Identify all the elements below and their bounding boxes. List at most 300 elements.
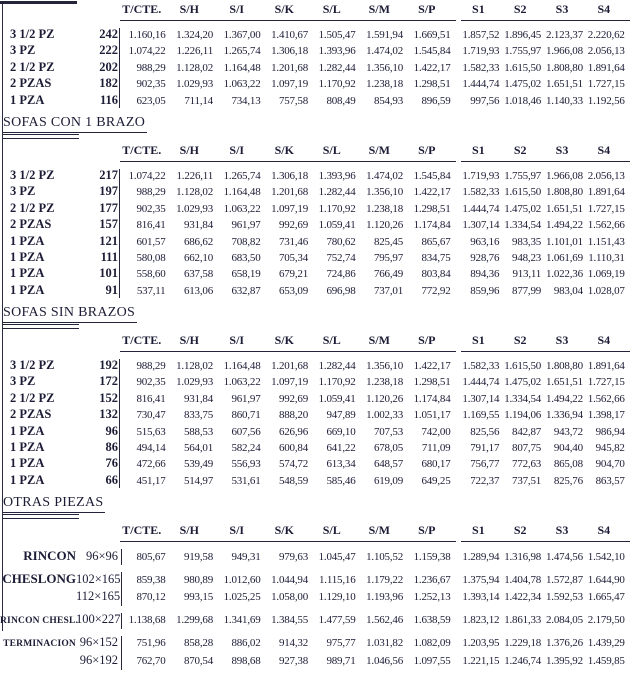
table-row bbox=[0, 43, 631, 59]
price-cell-s4: 1.562,66 bbox=[587, 219, 625, 232]
price-cell-s3: 1.140,33 bbox=[545, 94, 583, 107]
price-cell-tcte: 494,14 bbox=[136, 442, 166, 455]
price-cell-s3: 1.651,51 bbox=[545, 78, 583, 91]
price-cell-sl: 1.045,47 bbox=[318, 551, 356, 564]
price-cell-s3: 1.022,36 bbox=[545, 268, 583, 281]
section-title-wrap bbox=[3, 303, 631, 329]
price-cell-sl: 1.059,41 bbox=[318, 219, 356, 232]
price-cell-s2: 1.615,50 bbox=[504, 61, 542, 74]
price-cell-sk: 1.201,68 bbox=[271, 61, 308, 74]
price-cell-sk: 1.097,19 bbox=[271, 202, 308, 215]
section-title: SOFAS CON 1 BRAZO bbox=[3, 115, 147, 133]
price-cell-sp: 680,17 bbox=[421, 458, 451, 471]
price-cell-sk: 653,09 bbox=[278, 284, 308, 297]
price-cell-s4: 2.056,13 bbox=[587, 169, 625, 182]
col-header-s2: S2 bbox=[513, 333, 527, 348]
row-qty: 91 bbox=[105, 282, 118, 297]
table-row bbox=[0, 201, 631, 217]
row-qty: 76 bbox=[105, 456, 118, 471]
section-title-double-rule bbox=[3, 134, 79, 139]
table-row bbox=[0, 473, 631, 489]
row-size: 100×227 bbox=[76, 612, 121, 627]
row-group bbox=[0, 358, 631, 489]
table-row bbox=[0, 456, 631, 472]
price-cell-sh: 711,14 bbox=[184, 94, 213, 107]
table-row bbox=[0, 184, 631, 200]
price-cell-s4: 904,70 bbox=[595, 458, 625, 471]
col-header-tcte: T/CTE. bbox=[122, 523, 162, 538]
price-cell-s2: 1.475,02 bbox=[504, 78, 542, 91]
price-cell-sh: 1.226,11 bbox=[176, 45, 213, 58]
price-cell-s2: 1.404,78 bbox=[504, 574, 542, 587]
row-qty: 157 bbox=[99, 217, 118, 232]
row-qty: 86 bbox=[105, 440, 118, 455]
table-row bbox=[0, 250, 631, 266]
price-cell-tcte: 515,63 bbox=[136, 425, 166, 438]
col-header-s1: S1 bbox=[472, 333, 485, 348]
price-cell-s2: 1.615,50 bbox=[504, 186, 542, 199]
price-cell-tcte: 537,11 bbox=[136, 284, 166, 297]
table-row bbox=[0, 27, 631, 43]
price-cell-s1: 1.203,95 bbox=[462, 637, 500, 650]
price-cell-sh: 931,84 bbox=[183, 219, 213, 232]
price-cell-sh: 1.324,20 bbox=[176, 29, 213, 41]
price-cell-sp: 1.174,84 bbox=[413, 219, 451, 232]
price-cell-s1: 1.221,15 bbox=[462, 655, 500, 668]
price-cell-sm: 1.356,10 bbox=[366, 360, 403, 373]
col-header-sp: S/P bbox=[418, 2, 436, 16]
price-cell-sk: 1.306,18 bbox=[271, 45, 308, 58]
price-cell-s4: 863,57 bbox=[595, 474, 625, 487]
price-cell-sp: 1.422,17 bbox=[413, 61, 451, 74]
price-cell-sp: 1.174,84 bbox=[413, 392, 451, 405]
price-cell-s4: 1.727,15 bbox=[587, 202, 625, 215]
col-header-sk: S/K bbox=[274, 333, 294, 348]
col-header-sp: S/P bbox=[418, 142, 436, 157]
price-cell-s4: 1.891,64 bbox=[587, 186, 625, 199]
price-cell-si: 1.164,48 bbox=[223, 186, 261, 199]
price-cell-s4: 1.398,17 bbox=[587, 409, 625, 422]
price-cell-sm: 1.120,26 bbox=[366, 392, 403, 405]
price-cell-sh: 588,53 bbox=[183, 425, 213, 438]
price-cell-sm: 707,53 bbox=[373, 425, 403, 438]
row-qty: 121 bbox=[99, 233, 118, 248]
row-label: 1 PZA bbox=[10, 456, 45, 471]
price-cell-si: 708,82 bbox=[231, 235, 261, 248]
row-size: 96×192 bbox=[79, 653, 118, 668]
price-cell-s3: 2.084,05 bbox=[545, 614, 583, 627]
price-cell-si: 1.341,69 bbox=[223, 614, 261, 627]
price-cell-s3: 1.808,80 bbox=[545, 360, 583, 373]
price-cell-tcte: 988,29 bbox=[136, 61, 166, 74]
section-sofas-top bbox=[0, 0, 631, 109]
price-cell-sl: 1.170,92 bbox=[318, 202, 356, 215]
row-label: 1 PZA bbox=[10, 472, 45, 487]
price-cell-sh: 1.029,93 bbox=[176, 202, 213, 215]
col-header-si: S/I bbox=[229, 523, 245, 538]
price-cell-tcte: 601,57 bbox=[136, 235, 166, 248]
price-cell-sm: 1.002,33 bbox=[366, 409, 403, 422]
price-cell-tcte: 988,29 bbox=[136, 186, 166, 199]
col-header-tcte: T/CTE. bbox=[122, 333, 162, 348]
col-header-s1: S1 bbox=[472, 523, 485, 538]
price-cell-tcte: 1.138,68 bbox=[128, 614, 166, 627]
price-cell-s4: 2.179,50 bbox=[587, 614, 625, 627]
col-header-s4: S4 bbox=[597, 142, 611, 157]
price-cell-s3: 1.651,51 bbox=[545, 376, 583, 389]
price-cell-tcte: 870,12 bbox=[136, 591, 166, 604]
section-title-wrap bbox=[3, 113, 631, 139]
row-qty: 66 bbox=[105, 472, 118, 487]
price-cell-tcte: 451,17 bbox=[136, 474, 166, 487]
price-cell-si: 961,97 bbox=[231, 219, 261, 232]
price-cell-tcte: 558,60 bbox=[136, 268, 166, 281]
row-qty: 192 bbox=[99, 358, 118, 373]
price-cell-s2: 1.755,97 bbox=[504, 45, 542, 58]
section-otras-piezas bbox=[0, 493, 631, 671]
price-cell-s1: 928,76 bbox=[470, 251, 500, 264]
row-qty: 132 bbox=[99, 407, 118, 422]
price-cell-s1: 1.307,14 bbox=[462, 219, 500, 232]
price-cell-s3: 825,76 bbox=[553, 474, 583, 487]
price-cell-s2: 1.229,18 bbox=[504, 637, 542, 650]
col-header-tcte: T/CTE. bbox=[122, 2, 162, 16]
price-cell-si: 632,87 bbox=[231, 284, 261, 297]
price-cell-s3: 1.474,56 bbox=[545, 551, 583, 564]
price-cell-sl: 613,34 bbox=[326, 458, 356, 471]
table-row bbox=[0, 234, 631, 250]
col-header-sl: S/L bbox=[322, 2, 341, 16]
price-cell-s1: 963,16 bbox=[470, 235, 500, 248]
price-cell-sm: 1.474,02 bbox=[366, 45, 403, 58]
price-cell-s1: 997,56 bbox=[470, 94, 500, 107]
price-cell-sk: 914,32 bbox=[278, 637, 308, 650]
table-row bbox=[0, 76, 631, 92]
row-label: CHESLONG bbox=[2, 571, 76, 587]
price-cell-sm: 1.238,18 bbox=[366, 78, 403, 91]
price-cell-s1: 756,77 bbox=[470, 458, 500, 471]
section-title: SOFAS SIN BRAZOS bbox=[3, 305, 137, 323]
price-cell-sh: 1.128,02 bbox=[176, 360, 213, 373]
price-cell-sh: 514,97 bbox=[183, 474, 213, 487]
price-cell-tcte: 1.160,16 bbox=[128, 29, 166, 41]
price-cell-s3: 1.966,08 bbox=[545, 45, 583, 58]
price-cell-sh: 539,49 bbox=[183, 458, 213, 471]
col-header-s3: S3 bbox=[555, 523, 569, 538]
price-cell-s3: 1.101,01 bbox=[545, 235, 583, 248]
price-cell-sh: 613,06 bbox=[183, 284, 213, 297]
col-header-s2: S2 bbox=[513, 142, 527, 157]
price-cell-s2: 772,63 bbox=[512, 458, 542, 471]
section-title-wrap bbox=[3, 493, 631, 519]
price-cell-s1: 1.582,33 bbox=[462, 61, 500, 74]
price-cell-s2: 1.861,33 bbox=[504, 614, 542, 627]
price-cell-si: 1.367,00 bbox=[223, 29, 261, 41]
price-cell-sm: 825,45 bbox=[373, 235, 403, 248]
price-cell-tcte: 902,35 bbox=[136, 202, 166, 215]
price-cell-s4: 986,94 bbox=[595, 425, 625, 438]
price-cell-si: 658,19 bbox=[231, 268, 261, 281]
row-qty: 222 bbox=[99, 43, 118, 58]
price-cell-sp: 1.545,84 bbox=[413, 45, 451, 58]
col-header-sl: S/L bbox=[322, 333, 341, 348]
price-cell-sm: 854,93 bbox=[373, 94, 403, 107]
price-cell-sl: 1.282,44 bbox=[318, 61, 356, 74]
price-cell-sp: 1.638,59 bbox=[413, 614, 451, 627]
col-header-sm: S/M bbox=[368, 142, 390, 157]
row-label: 1 PZA bbox=[10, 423, 45, 438]
price-cell-s4: 1.459,85 bbox=[587, 655, 625, 668]
col-header-s3: S3 bbox=[555, 2, 569, 16]
row-label: 3 PZ bbox=[10, 43, 36, 58]
row-qty: 182 bbox=[99, 76, 118, 91]
header-rule-left bbox=[120, 541, 456, 542]
price-cell-sm: 1.562,46 bbox=[366, 614, 403, 627]
price-cell-sm: 1.474,02 bbox=[366, 169, 403, 182]
price-cell-s3: 1.494,22 bbox=[545, 219, 583, 232]
header-rule-right bbox=[461, 161, 630, 162]
header-rule-right bbox=[461, 20, 630, 21]
price-cell-sm: 1.238,18 bbox=[366, 376, 403, 389]
row-qty: 197 bbox=[99, 184, 118, 199]
price-cell-s2: 1.334,54 bbox=[504, 219, 542, 232]
price-cell-tcte: 1.074,22 bbox=[128, 45, 166, 58]
row-size: 96×96 bbox=[85, 549, 118, 564]
price-cell-s4: 1.151,43 bbox=[587, 235, 625, 248]
price-cell-s3: 904,40 bbox=[553, 442, 583, 455]
price-cell-s2: 1.018,46 bbox=[504, 94, 542, 107]
row-label: 3 PZ bbox=[10, 184, 36, 199]
price-cell-sl: 975,77 bbox=[326, 637, 356, 650]
price-cell-sk: 1.097,19 bbox=[271, 376, 308, 389]
price-cell-sp: 649,25 bbox=[421, 474, 451, 487]
price-cell-si: 582,24 bbox=[231, 442, 261, 455]
price-cell-s3: 1.572,87 bbox=[545, 574, 583, 587]
header-rule-right bbox=[461, 351, 630, 352]
col-header-sk: S/K bbox=[274, 142, 294, 157]
price-cell-s4: 1.542,10 bbox=[587, 551, 625, 564]
price-cell-s2: 1.615,50 bbox=[504, 360, 542, 373]
price-cell-sm: 648,57 bbox=[373, 458, 403, 471]
col-header-s2: S2 bbox=[513, 2, 527, 16]
price-cell-si: 1.063,22 bbox=[223, 376, 261, 389]
col-header-tcte: T/CTE. bbox=[122, 142, 162, 157]
price-cell-sh: 1.128,02 bbox=[176, 61, 213, 74]
price-cell-s4: 1.727,15 bbox=[587, 376, 625, 389]
col-header-sp: S/P bbox=[418, 523, 436, 538]
price-cell-sp: 1.422,17 bbox=[413, 186, 451, 199]
col-header-s1: S1 bbox=[472, 142, 485, 157]
price-cell-s4: 1.891,64 bbox=[587, 61, 625, 74]
price-cell-sl: 1.393,96 bbox=[318, 169, 356, 182]
price-cell-s3: 1.651,51 bbox=[545, 202, 583, 215]
price-cell-si: 734,13 bbox=[231, 94, 261, 107]
col-header-si: S/I bbox=[229, 142, 245, 157]
row-qty: 96 bbox=[105, 423, 118, 438]
price-cell-s4: 945,82 bbox=[595, 442, 625, 455]
table-row bbox=[0, 653, 631, 671]
price-cell-sp: 1.545,84 bbox=[413, 169, 451, 182]
table-row bbox=[0, 391, 631, 407]
price-cell-sh: 1.299,68 bbox=[176, 614, 213, 627]
row-label: 3 1/2 PZ bbox=[10, 167, 55, 182]
price-cell-sk: 1.201,68 bbox=[271, 186, 308, 199]
price-cell-si: 898,68 bbox=[231, 655, 261, 668]
price-cell-sp: 865,67 bbox=[421, 235, 451, 248]
price-cell-si: 1.164,48 bbox=[223, 61, 261, 74]
row-label: TERMINACION bbox=[3, 639, 76, 650]
price-cell-s1: 1.444,74 bbox=[462, 376, 500, 389]
price-cell-tcte: 472,66 bbox=[136, 458, 166, 471]
price-cell-sp: 1.097,55 bbox=[413, 655, 451, 668]
price-cell-s3: 1.336,94 bbox=[545, 409, 583, 422]
price-cell-s1: 1.582,33 bbox=[462, 360, 500, 373]
row-label: 2 PZAS bbox=[10, 407, 52, 422]
price-cell-tcte: 762,70 bbox=[136, 655, 166, 668]
price-cell-si: 531,61 bbox=[231, 474, 261, 487]
row-label: 2 1/2 PZ bbox=[10, 59, 55, 74]
price-cell-sk: 979,63 bbox=[278, 551, 308, 564]
price-cell-s2: 983,35 bbox=[512, 235, 542, 248]
price-cell-si: 1.265,74 bbox=[223, 45, 261, 58]
price-cell-sl: 1.170,92 bbox=[318, 78, 356, 91]
price-cell-s4: 1.192,56 bbox=[587, 94, 625, 107]
price-cell-s3: 1.808,80 bbox=[545, 186, 583, 199]
price-cell-sl: 1.393,96 bbox=[318, 45, 356, 58]
price-cell-s3: 1.808,80 bbox=[545, 61, 583, 74]
price-cell-tcte: 859,38 bbox=[136, 574, 166, 587]
price-cell-s2: 842,87 bbox=[512, 425, 542, 438]
header-rule-right bbox=[461, 541, 630, 542]
price-cell-s2: 948,23 bbox=[512, 251, 542, 264]
table-row bbox=[0, 60, 631, 76]
row-group bbox=[0, 548, 631, 566]
row-qty: 172 bbox=[99, 374, 118, 389]
price-cell-tcte: 816,41 bbox=[136, 219, 166, 232]
price-cell-s1: 1.823,12 bbox=[462, 614, 500, 627]
price-cell-sp: 1.669,51 bbox=[413, 29, 451, 41]
price-cell-sp: 1.082,09 bbox=[413, 637, 451, 650]
row-group bbox=[0, 635, 631, 671]
price-cell-sk: 731,46 bbox=[278, 235, 308, 248]
price-cell-s1: 1.444,74 bbox=[462, 78, 500, 91]
col-header-sh: S/H bbox=[179, 523, 199, 538]
price-cell-sm: 1.179,22 bbox=[366, 574, 403, 587]
price-cell-sl: 1.129,10 bbox=[318, 591, 356, 604]
price-cell-sk: 1.384,55 bbox=[271, 614, 308, 627]
price-cell-s3: 1.061,69 bbox=[545, 251, 583, 264]
header-rule-left bbox=[120, 351, 456, 352]
col-header-s4: S4 bbox=[597, 333, 611, 348]
price-cell-sk: 992,69 bbox=[278, 219, 308, 232]
table-row bbox=[0, 217, 631, 233]
row-group bbox=[0, 612, 631, 630]
section-sofas-con-1-brazo bbox=[0, 113, 631, 299]
row-label: 1 PZA bbox=[10, 440, 45, 455]
price-cell-sl: 1.505,47 bbox=[318, 29, 356, 41]
price-cell-s2: 877,99 bbox=[512, 284, 542, 297]
price-cell-s1: 1.289,94 bbox=[462, 551, 500, 564]
col-header-sm: S/M bbox=[368, 333, 390, 348]
row-label: 2 PZAS bbox=[10, 76, 52, 91]
table-row bbox=[0, 635, 631, 653]
row-group bbox=[0, 168, 631, 299]
price-cell-s1: 825,56 bbox=[470, 425, 500, 438]
price-cell-s2: 913,11 bbox=[512, 268, 542, 281]
section-sofas-sin-brazos bbox=[0, 303, 631, 489]
section-title: OTRAS PIEZAS bbox=[3, 495, 105, 513]
price-cell-tcte: 1.074,22 bbox=[128, 169, 166, 182]
price-cell-sh: 993,15 bbox=[183, 591, 213, 604]
price-cell-sh: 662,10 bbox=[183, 251, 213, 264]
price-cell-sl: 1.115,16 bbox=[319, 574, 356, 587]
price-cell-si: 556,93 bbox=[231, 458, 261, 471]
price-cell-sh: 919,58 bbox=[183, 551, 213, 564]
price-cell-s2: 1.194,06 bbox=[504, 409, 542, 422]
price-cell-s1: 722,37 bbox=[470, 474, 500, 487]
header-rule-left bbox=[120, 20, 456, 21]
price-cell-s2: 1.896,45 bbox=[504, 29, 542, 41]
price-cell-sh: 980,89 bbox=[183, 574, 213, 587]
price-cell-s1: 1.719,93 bbox=[462, 169, 500, 182]
price-cell-sp: 1.236,67 bbox=[413, 574, 451, 587]
header-rule-left bbox=[120, 161, 456, 162]
price-cell-sk: 600,84 bbox=[278, 442, 308, 455]
price-cell-si: 1.164,48 bbox=[223, 360, 261, 373]
price-cell-s4: 1.891,64 bbox=[587, 360, 625, 373]
row-qty: 242 bbox=[99, 27, 118, 41]
price-cell-sk: 1.044,94 bbox=[271, 574, 308, 587]
price-cell-sl: 585,46 bbox=[326, 474, 356, 487]
price-cell-sm: 619,09 bbox=[373, 474, 403, 487]
row-qty: 116 bbox=[99, 92, 118, 107]
price-cell-sk: 1.201,68 bbox=[271, 360, 308, 373]
row-label: 3 1/2 PZ bbox=[10, 358, 55, 373]
price-cell-s4: 1.110,31 bbox=[588, 251, 625, 264]
price-cell-tcte: 730,47 bbox=[136, 409, 166, 422]
row-qty: 111 bbox=[100, 249, 118, 264]
price-cell-s2: 1.246,74 bbox=[504, 655, 542, 668]
price-cell-s1: 1.393,14 bbox=[462, 591, 500, 604]
price-cell-s2: 1.475,02 bbox=[504, 202, 542, 215]
price-cell-sp: 1.252,13 bbox=[413, 591, 451, 604]
row-label: RINCON bbox=[23, 548, 76, 564]
price-cell-sp: 1.422,17 bbox=[413, 360, 451, 373]
price-cell-sk: 757,58 bbox=[278, 94, 308, 107]
table-row bbox=[0, 374, 631, 390]
price-cell-sk: 992,69 bbox=[278, 392, 308, 405]
price-cell-sl: 989,71 bbox=[326, 655, 356, 668]
price-cell-sk: 888,20 bbox=[278, 409, 308, 422]
price-cell-s4: 1.727,15 bbox=[587, 78, 625, 91]
col-header-s1: S1 bbox=[472, 2, 485, 16]
price-cell-s2: 1.475,02 bbox=[504, 376, 542, 389]
table-row bbox=[0, 440, 631, 456]
table-row bbox=[0, 283, 631, 299]
price-cell-s2: 1.334,54 bbox=[504, 392, 542, 405]
price-cell-sm: 678,05 bbox=[373, 442, 403, 455]
row-size: 96×152 bbox=[79, 635, 118, 650]
price-cell-s1: 859,96 bbox=[470, 284, 500, 297]
row-label: 1 PZA bbox=[10, 233, 45, 248]
table-row bbox=[0, 93, 631, 109]
price-cell-sp: 772,92 bbox=[421, 284, 451, 297]
col-header-sh: S/H bbox=[179, 333, 199, 348]
column-header-row bbox=[0, 521, 631, 542]
price-cell-sl: 752,74 bbox=[326, 251, 356, 264]
price-cell-s3: 2.123,37 bbox=[545, 29, 583, 41]
price-cell-si: 961,97 bbox=[231, 392, 261, 405]
